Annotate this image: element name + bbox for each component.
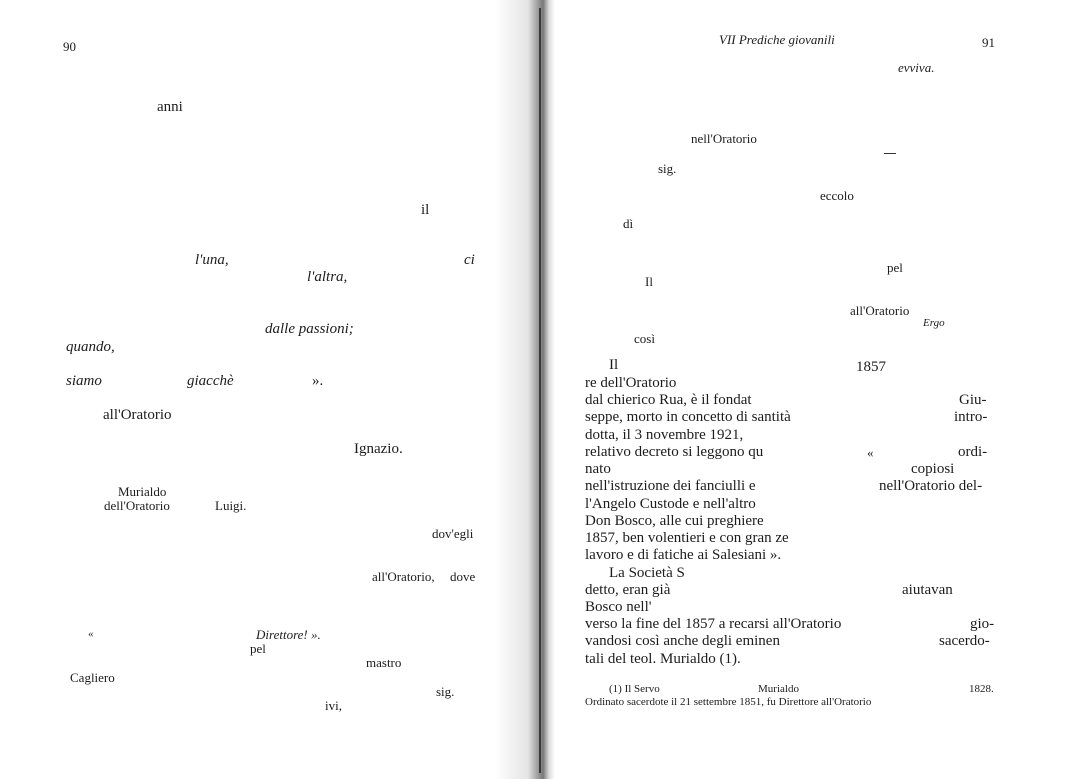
text-fragment: dov'egli bbox=[432, 526, 474, 541]
body-line: Giu- bbox=[959, 392, 987, 408]
text-fragment: quando, bbox=[66, 339, 115, 355]
body-line: copiosi bbox=[911, 461, 955, 477]
text-fragment: eccolo bbox=[820, 188, 854, 203]
text-fragment: Il bbox=[645, 274, 653, 289]
text-fragment: Direttore! ». bbox=[256, 627, 321, 642]
text-fragment: Luigi. bbox=[215, 498, 247, 513]
body-line: vandosi così anche degli eminen bbox=[585, 633, 780, 649]
text-fragment: all'Oratorio bbox=[850, 303, 910, 318]
text-fragment: dell'Oratorio bbox=[104, 498, 170, 513]
body-line: dal chierico Rua, è il fondat bbox=[585, 392, 752, 408]
body-line: relativo decreto si leggono qu bbox=[585, 444, 764, 460]
dash-mark bbox=[884, 153, 896, 154]
body-line: seppe, morto in concetto di santità bbox=[585, 409, 791, 425]
body-line: l'Angelo Custode e nell'altro bbox=[585, 496, 756, 512]
text-fragment: all'Oratorio bbox=[103, 407, 172, 423]
text-fragment: pel bbox=[250, 641, 266, 656]
text-fragment: sig. bbox=[658, 161, 677, 176]
text-fragment: il bbox=[421, 202, 430, 218]
text-fragment: Murialdo bbox=[118, 484, 167, 499]
text-fragment: pel bbox=[887, 260, 903, 275]
body-line: ordi- bbox=[958, 444, 988, 460]
text-fragment: Ergo bbox=[923, 317, 945, 329]
body-line: Don Bosco, alle cui preghiere bbox=[585, 513, 764, 529]
body-line: re dell'Oratorio bbox=[585, 375, 677, 391]
text-fragment: « bbox=[88, 628, 94, 640]
body-line: lavoro e di fatiche ai Salesiani ». bbox=[585, 547, 782, 563]
footnote-text: Murialdo bbox=[758, 683, 799, 695]
text-fragment: dove bbox=[450, 569, 476, 584]
body-line: La Società S bbox=[609, 565, 685, 581]
text-fragment: all'Oratorio, bbox=[372, 569, 435, 584]
body-line: nato bbox=[585, 461, 611, 477]
text-fragment: così bbox=[634, 331, 655, 346]
body-line: nell'Oratorio del- bbox=[879, 478, 983, 494]
text-fragment: l'altra, bbox=[307, 269, 348, 285]
body-line: nell'istruzione dei fanciulli e bbox=[585, 478, 756, 494]
body-line: intro- bbox=[954, 409, 988, 425]
text-fragment: dì bbox=[623, 216, 634, 231]
paragraph-start: Il bbox=[609, 357, 619, 373]
body-line: aiutavan bbox=[902, 582, 953, 598]
running-head: VII Prediche giovanili bbox=[719, 32, 835, 47]
page-number-right: 91 bbox=[982, 35, 995, 50]
text-fragment: ci bbox=[464, 252, 475, 268]
right-page bbox=[541, 0, 1071, 779]
footnote-text: Ordinato sacerdote il 21 settembre 1851, fu Direttore all'Oratorio bbox=[585, 696, 872, 708]
text-fragment: dalle passioni; bbox=[265, 321, 354, 337]
text-fragment: Cagliero bbox=[70, 670, 115, 685]
text-fragment: sig. bbox=[436, 684, 455, 699]
text-fragment: ». bbox=[312, 373, 324, 389]
body-line: tali del teol. Murialdo (1). bbox=[585, 651, 741, 667]
year: 1857 bbox=[856, 359, 886, 375]
body-line: « bbox=[867, 445, 874, 460]
text-fragment: nell'Oratorio bbox=[691, 131, 757, 146]
book-spine-line bbox=[539, 8, 541, 773]
body-line: sacerdo- bbox=[939, 633, 990, 649]
footnote-text: 1828. bbox=[969, 683, 994, 695]
body-line: gio- bbox=[970, 616, 995, 632]
text-fragment: giacchè bbox=[187, 373, 234, 389]
text-fragment: l'una, bbox=[195, 252, 229, 268]
text-fragment: anni bbox=[157, 99, 183, 115]
text-fragment: evviva. bbox=[898, 60, 935, 75]
body-line: detto, eran già bbox=[585, 582, 671, 598]
book-gutter-shadow bbox=[495, 0, 555, 779]
page-number-left: 90 bbox=[63, 39, 76, 54]
footnote-text: (1) Il Servo bbox=[609, 683, 660, 695]
text-fragment: siamo bbox=[66, 373, 102, 389]
body-line: Bosco nell' bbox=[585, 599, 652, 615]
text-fragment: Ignazio. bbox=[354, 441, 403, 457]
text-fragment: ivi, bbox=[325, 698, 342, 713]
body-line: 1857, ben volentieri e con gran ze bbox=[585, 530, 789, 546]
body-line: dotta, il 3 novembre 1921, bbox=[585, 427, 744, 443]
body-line: verso la fine del 1857 a recarsi all'Oratorio bbox=[585, 616, 842, 632]
text-fragment: mastro bbox=[366, 655, 402, 670]
